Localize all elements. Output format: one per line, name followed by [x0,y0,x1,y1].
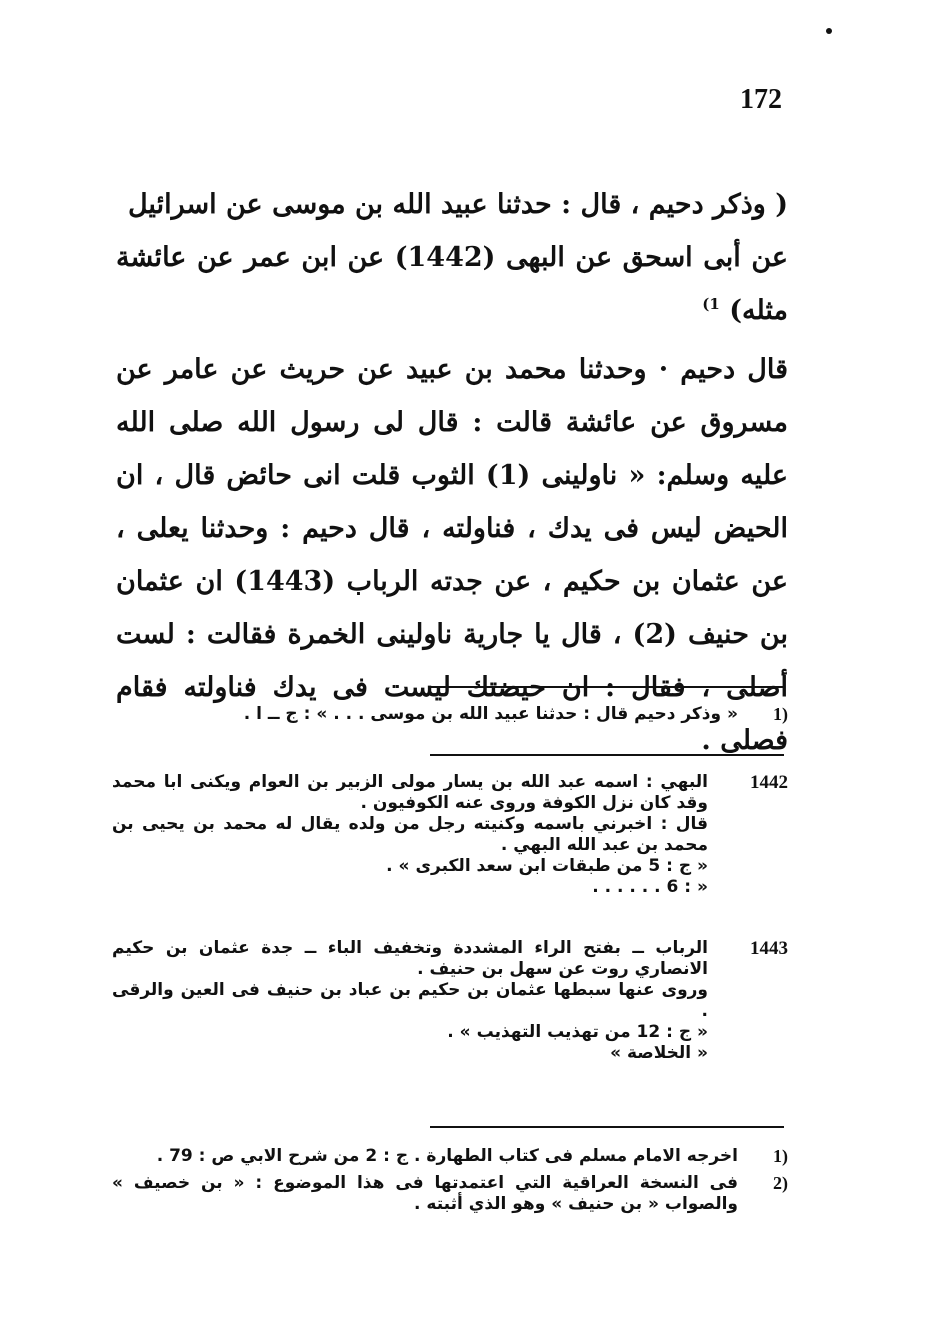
bio-note-number: 1442 [750,772,788,793]
divider-rule [430,1126,784,1128]
main-line-2-number: 1442 [407,242,483,273]
bio-note-line: « : 6 . . . . . . [592,877,708,897]
bio-note-row [112,772,788,898]
footnote-text: فى النسخة العراقية التي اعتمدتها فى هذا الموضوع : « بن خصيف » والصواب « بن حنيف » وهو الذي أثبته . [112,1173,738,1214]
bio-note-line: « ج : 5 من طبقات ابن سعد الكبرى » . [386,856,708,876]
bio-note-row [112,938,788,1064]
source-note-text: « وذكر دحيم قال : حدثنا عبيد الله بن موسى . . . » : ج ــ ا . [243,704,738,724]
bio-note-line: « الخلاصة » [610,1043,708,1063]
main-paragraph-1 [116,178,788,337]
bio-note-1443 [112,938,788,1064]
footnote-text: اخرجه الامام مسلم فى كتاب الطهارة . ج : 2 من شرح الابي ص : 79 . [156,1146,738,1166]
footnotes [112,1146,788,1215]
source-note [112,704,788,725]
page-number: 172 [740,84,782,115]
bio-note-1442 [112,772,788,898]
source-note-row [112,704,788,725]
footnote-number: 2) [773,1173,788,1193]
bio-note-body [112,772,708,898]
divider-rule [430,686,784,688]
main-line-1: ( وذكر دحيم ، قال : حدثنا عبيد الله بن موسى عن اسرائيل [127,189,788,220]
bio-note-line: قال : اخبرني باسمه وكنيته رجل من ولده يقال له محمد بن يحيى بن محمد بن عبد الله البهي . [112,814,708,855]
main-line-2a: عن أبى اسحق عن البهى ( [482,242,788,273]
main-line-2b: ) عن ابن عمر عن عائشة مثله) [116,242,788,326]
main-paragraph-2: قال دحيم · وحدثنا محمد بن عبيد عن حريث عن عامر عن مسروق عن عائشة قالت : قال لى رسول الله صلى الله عليه وسلم: « ناولينى (1) الثوب قلت انى حائض قال ، ان الحيض ليس فى يدك ، فناولته ، قال دحيم : وحدثنا يعلى ، عن عثمان بن حكيم ، عن جدته الرباب (1443) ان عثمان بن حنيف (2) ، قال يا جارية ناولينى الخمرة فقالت : لست أصلى ، فقال : ان حيضتك ليست فى يدك فناولته فقام فصلى . [116,354,789,756]
bio-note-body [112,938,708,1064]
stray-dot [826,28,832,34]
main-text [116,178,788,767]
bio-note-line: الرباب ــ بفتح الراء المشددة وتخفيف الباء ــ جدة عثمان بن حكيم الانصاري روت عن سهل بن حنيف . [112,938,708,979]
source-note-number: 1) [773,704,788,724]
bio-note-line: « ج : 12 من تهذيب التهذيب » . [447,1022,708,1042]
bio-note-line: وروى عنها سبطها عثمان بن حكيم بن عباد بن حنيف فى العين والرقى . [112,980,708,1021]
main-line-2-footnote-ref: (1 [702,295,720,313]
bio-note-line: البهي : اسمه عبد الله بن يسار مولى الزبير بن العوام ويكنى ابا محمد وقد كان نزل الكوفة وروى عنه الكوفيون . [112,772,708,813]
divider-rule [430,754,784,756]
bio-note-number: 1443 [750,938,788,959]
footnote-number: 1) [773,1146,788,1166]
footnote-row [112,1146,788,1167]
footnote-row [112,1173,788,1215]
